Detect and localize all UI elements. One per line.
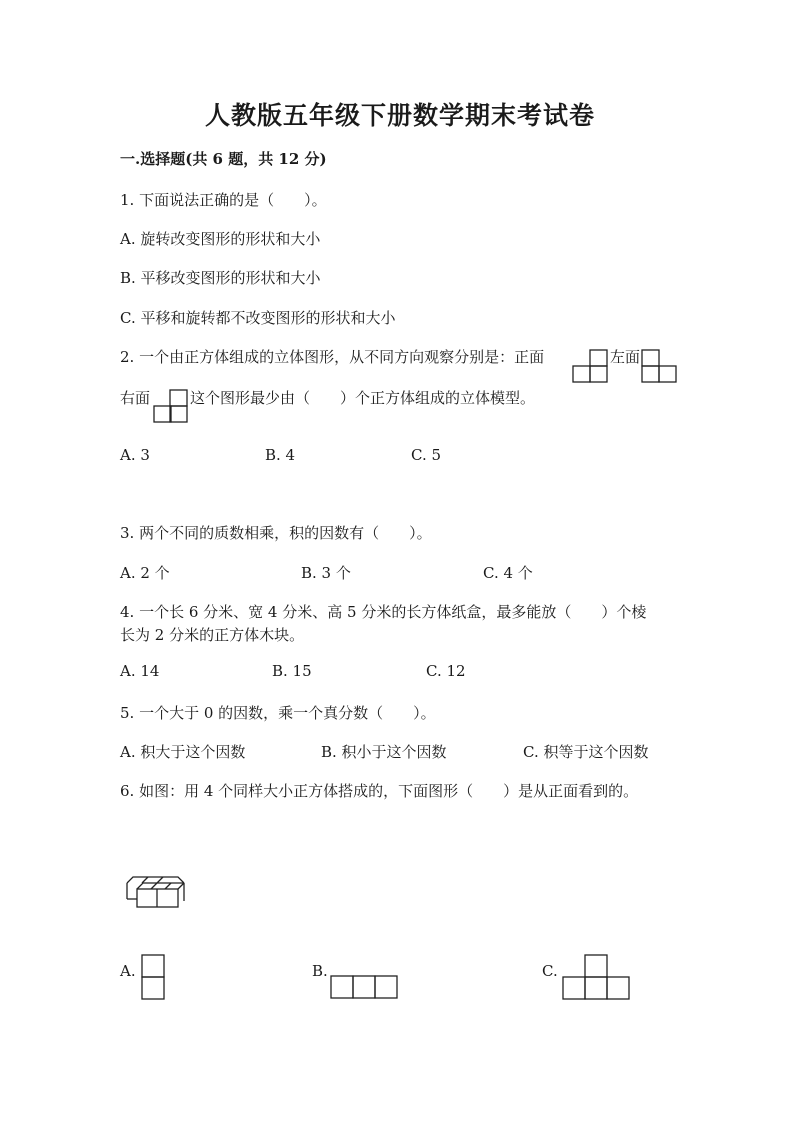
left-view-label: 左面: [610, 348, 641, 366]
question-2-stem-part2: 这个图形最少由（ ）个正方体组成的立体模型。: [190, 389, 536, 407]
question-1-option-a: A. 旋转改变图形的形状和大小: [120, 230, 321, 248]
question-5-option-b: B. 积小于这个因数: [321, 743, 447, 761]
question-3-option-a: A. 2 个: [120, 564, 170, 582]
right-view-figure: [154, 389, 190, 425]
question-4-stem-line1: 4. 一个长 6 分米、宽 4 分米、高 5 分米的长方体纸盒，最多能放（ ）个棱: [120, 603, 647, 621]
question-1-stem: 1. 下面说法正确的是（ ）。: [120, 191, 327, 209]
question-6-stem: 6. 如图：用 4 个同样大小正方体搭成的，下面图形（ ）是从正面看到的。: [120, 782, 639, 800]
option-c-figure: [562, 954, 630, 1002]
question-5-option-c: C. 积等于这个因数: [523, 743, 649, 761]
question-4-option-a: A. 14: [120, 662, 160, 680]
front-view-figure: [573, 349, 609, 383]
question-2-option-a: A. 3: [120, 446, 150, 464]
question-3-stem: 3. 两个不同的质数相乘，积的因数有（ ）。: [120, 524, 432, 542]
question-1-option-c: C. 平移和旋转都不改变图形的形状和大小: [120, 309, 396, 327]
question-3-option-c: C. 4 个: [483, 564, 533, 582]
option-a-figure: [141, 954, 167, 1000]
option-b-figure: [330, 975, 398, 1001]
page-title: 人教版五年级下册数学期末考试卷: [204, 101, 595, 130]
left-view-figure: [641, 349, 679, 383]
question-1-option-b: B. 平移改变图形的形状和大小: [120, 269, 321, 287]
question-3-option-b: B. 3 个: [301, 564, 351, 582]
question-4-option-b: B. 15: [272, 662, 312, 680]
section-heading: 一.选择题(共 6 题，共 12 分): [120, 150, 327, 168]
question-6-option-c: C.: [542, 962, 558, 980]
question-6-option-a: A.: [120, 962, 136, 980]
question-2-option-c: C. 5: [411, 446, 442, 464]
question-2-option-b: B. 4: [265, 446, 296, 464]
question-6-option-b: B.: [312, 962, 328, 980]
question-5-stem: 5. 一个大于 0 的因数，乘一个真分数（ ）。: [120, 704, 436, 722]
question-4-option-c: C. 12: [426, 662, 466, 680]
question-5-option-a: A. 积大于这个因数: [120, 743, 246, 761]
cube-arrangement-figure: [123, 875, 187, 911]
question-2-stem-part1: 2. 一个由正方体组成的立体图形，从不同方向观察分别是：正面: [120, 348, 545, 366]
right-view-label: 右面: [120, 389, 151, 407]
question-4-stem-line2: 长为 2 分米的正方体木块。: [120, 626, 305, 644]
